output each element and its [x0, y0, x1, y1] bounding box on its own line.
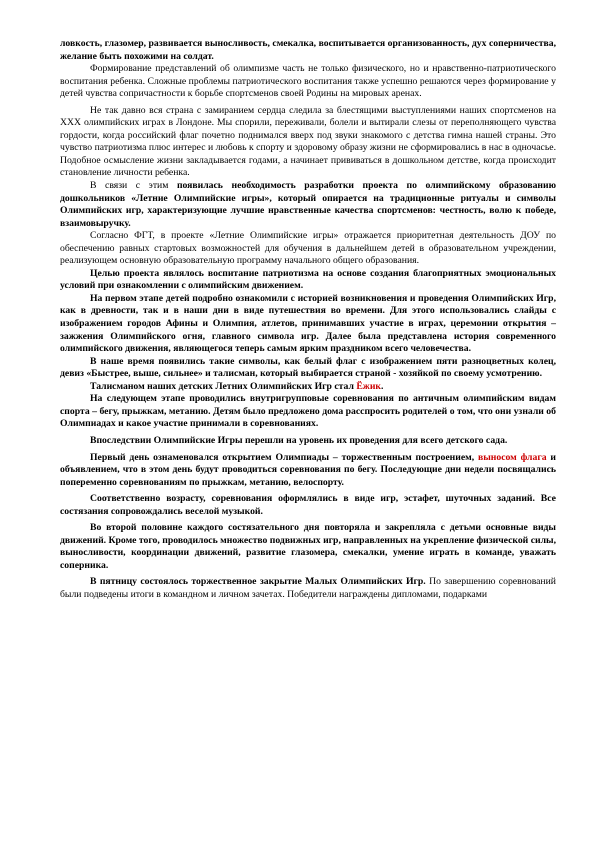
flag-highlight: выносом флага [477, 451, 547, 463]
paragraph-9 [60, 381, 556, 394]
paragraph-3 [60, 105, 556, 180]
paragraph-4 [60, 180, 556, 230]
paragraph-5-text: Согласно ФГТ, в проекте «Летние Олимпийские игры» отражается приоритетная деятельность ДОУ по обеспечению равных стартовых возможностей для обучения в дальнейшем детей в образовательном учреждении, реализующем основную образовательную программу начального общего образования. [60, 230, 556, 267]
paragraph-1 [60, 38, 556, 63]
paragraph-15 [60, 576, 556, 601]
paragraph-12-lead: Первый день ознаменовался открытием Олимпиады – торжественным построением, [90, 451, 478, 463]
paragraph-2-text: Формирование представлений об олимпизме часть не только физического, но и нравственно-патриотического воспитания ребенка. Сложные проблемы патриотического воспитания также успешно решаются через формирование у детей чувства сопричастности к борьбе спортсменов своей Родины на мировых аренах. [60, 63, 556, 100]
paragraph-12 [60, 452, 556, 490]
paragraph-6-text: Целью проекта являлось воспитание патриотизма на основе создания благоприятных эмоциональных условий при ознакомлении с олимпийским движением. [60, 267, 556, 292]
paragraph-10 [60, 393, 556, 431]
paragraph-9-text: Талисманом наших детских Летних Олимпийских Игр стал [90, 380, 357, 392]
document-body [60, 38, 556, 602]
paragraph-14-text: Во второй половине каждого состязательного дня повторяла и закрепляла с детьми основные виды движений. Кроме того, проводилось множество подвижных игр, направленных на укрепление физической силы, выносливости, координации движений, развитие глазомера, смекалки, умение играть в команде, уважать соперника. [60, 522, 556, 571]
paragraph-5 [60, 230, 556, 268]
paragraph-15-bold: В пятницу состоялось торжественное закрытие Малых Олимпийских Игр. [90, 576, 430, 588]
paragraph-12-end: и объявлением, что в этом день будут проводиться соревнования по бегу. Последующие дни недели посвящались попеременно соревнованиям по прыжкам, метанию, велоспорту. [60, 451, 557, 488]
paragraph-4-lead: В связи с этим [90, 180, 177, 192]
paragraph-13 [60, 493, 556, 518]
paragraph-14 [60, 522, 556, 572]
mascot-name: Ёжик [356, 380, 381, 392]
paragraph-7-text: На первом этапе детей подробно ознакомили с историей возникновения и проведения Олимпийских Игр, как в древности, так и в наши дни в виде путешествия во времени. Для этого использовались слайды с изображением городов Афины и Олимпия, атлетов, принимавших участие в играх, церемонии открытия – зажжения Олимпийского огня, главного символа игр. Далее была представлена история современного олимпийского движения, являющегося теперь самым ярким праздником всего человечества. [60, 292, 556, 355]
paragraph-6 [60, 268, 556, 293]
paragraph-7 [60, 293, 556, 356]
paragraph-10-text: На следующем этапе проводились внутригрупповые соревнования по античным олимпийским видам спорта – бегу, прыжкам, метанию. Детям было предложено дома расспросить родителей о том, что они узнали об Олимпиадах и какое участие принимали в соревнованиях. [60, 393, 556, 430]
paragraph-1-text: ловкость, глазомер, развивается выносливость, смекалка, воспитывается организованность, дух соперничества, желание быть похожими на солдат. [60, 38, 556, 62]
paragraph-11-text: Впоследствии Олимпийские Игры перешли на уровень их проведения для всего детского сада. [90, 434, 508, 446]
paragraph-2 [60, 63, 556, 101]
paragraph-8-text: В наше время появились такие символы, как белый флаг с изображением пяти разноцветных колец, девиз «Быстрее, выше, сильнее» и талисман, который выбирается страной - хозяйкой по своему усмотрению. [60, 355, 556, 380]
paragraph-13-text: Соответственно возрасту, соревнования оформлялись в виде игр, эстафет, шуточных заданий. Все состязания сопровождались веселой музыкой. [60, 493, 556, 517]
paragraph-9-end: . [381, 380, 384, 392]
paragraph-15-text: По завершению соревнований были подведены итоги в командном и личном зачетах. Победители награждены дипломами, подарками [60, 576, 556, 600]
paragraph-4-bold: появилась необходимость разработки проекта по олимпийскому образованию дошкольников «Летние Олимпийские игры», который опирается на традиционные ритуалы и символы Олимпийских игр, характеризующие лучшие нравственные качества спортсменов: честность, волю к победе, взаимовыручку. [60, 180, 556, 229]
paragraph-3-text: Не так давно вся страна с замиранием сердца следила за блестящими выступлениями наших спортсменов на XXX олимпийских играх в Лондоне. Мы спорили, переживали, болели и вытирали слезы от переполняющего чувства гордости, когда российский флаг почетно поднимался вверх под звуки знакомого с детства гимна нашей страны. Это чувство патриотизма плюс интерес и любовь к спорту и здоровому образу жизни не сформировались в нас в одночасье. Подобное осмысление жизни закладывается годами, а начинает прививаться в дошкольном детстве, когда происходит становление личности ребенка. [60, 104, 556, 179]
paragraph-11 [60, 435, 556, 448]
paragraph-8 [60, 356, 556, 381]
